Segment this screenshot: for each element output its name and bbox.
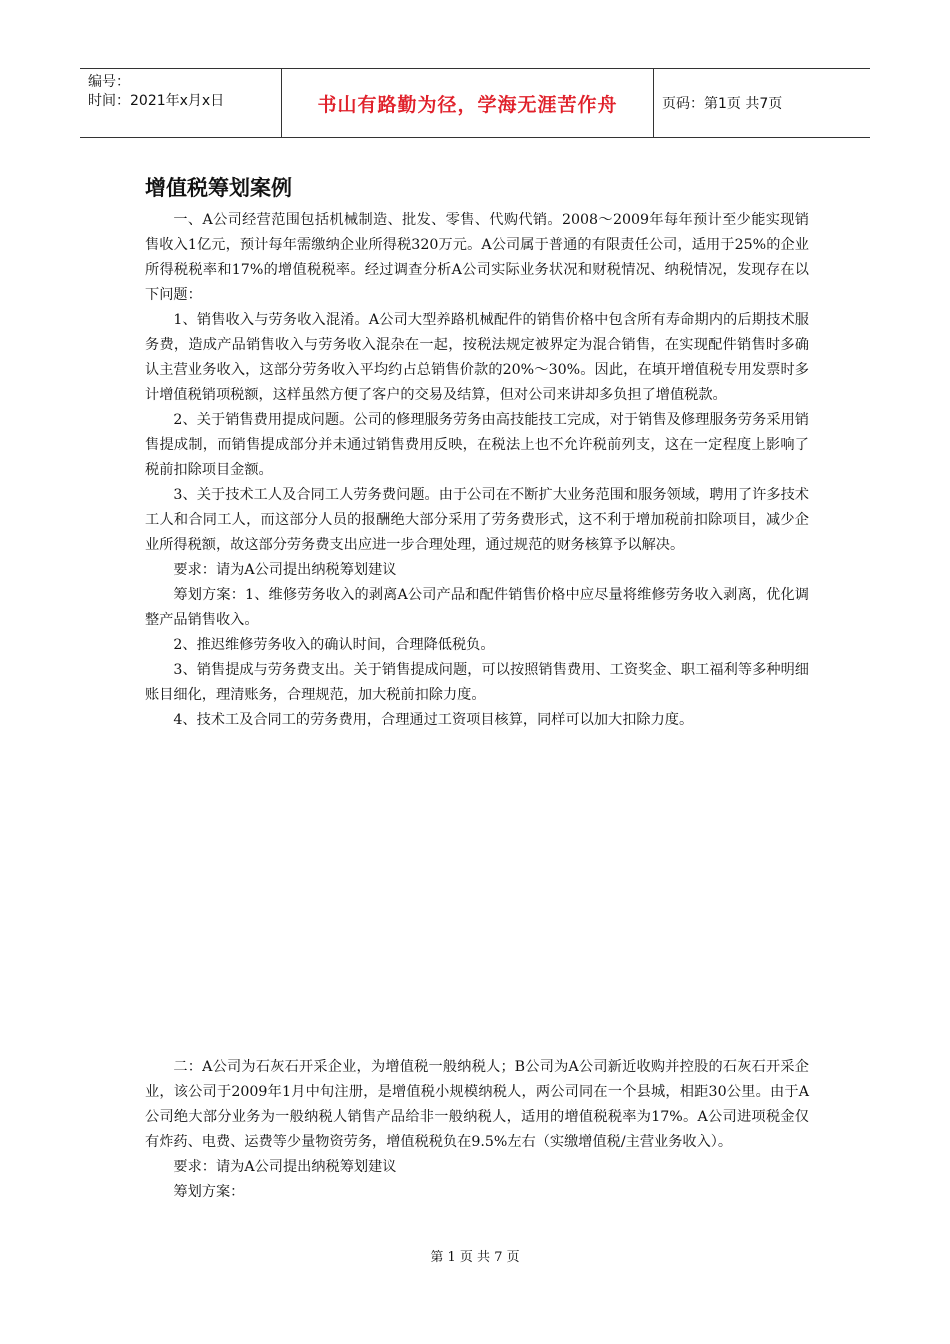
paragraph: 4、技术工及合同工的劳务费用，合理通过工资项目核算，同样可以加大扣除力度。 <box>173 712 694 728</box>
section-two <box>145 1055 809 1205</box>
paragraph: 1、销售收入与劳务收入混淆。A公司大型养路机械配件的销售价格中包含所有寿命期内的后期技术服务费，造成产品销售收入与劳务收入混杂在一起，按税法规定被界定为混合销售，在实现配件销售时多确认主营业务收入，这部分劳务收入平均约占总销售价款的20%～30%。因此，在填开增值税专用发票时多计增值税销项税额，这样虽然方便了客户的交易及结算，但对公司来讲却多负担了增值税款。 <box>145 312 809 403</box>
paragraph: 要求：请为A公司提出纳税筹划建议 <box>173 1159 397 1175</box>
paragraph: 二：A公司为石灰石开采企业，为增值税一般纳税人；B公司为A公司新近收购并控股的石灰石开采企业，该公司于2009年1月中旬注册，是增值税小规模纳税人，两公司同在一个县城，相距30公里。由于A公司绝大部分业务为一般纳税人销售产品给非一般纳税人，适用的增值税税率为17%。A公司进项税金仅有炸药、电费、运费等少量物资劳务，增值税税负在9.5%左右（实缴增值税/主营业务收入）。 <box>145 1059 809 1150</box>
page-footer: 第 1 页 共 7 页 <box>430 1250 520 1265</box>
paragraph: 筹划方案： <box>173 1184 245 1200</box>
paragraph: 2、推迟维修劳务收入的确认时间，合理降低税负。 <box>173 637 495 653</box>
section-one <box>145 208 809 733</box>
paragraph: 2、关于销售费用提成问题。公司的修理服务劳务由高技能技工完成，对于销售及修理服务劳务采用销售提成制，而销售提成部分并未通过销售费用反映，在税法上也不允许税前列支，这在一定程度上影响了税前扣除项目金额。 <box>145 412 809 478</box>
document-title: 增值税筹划案例 <box>145 176 292 200</box>
number-label: 编号： <box>88 74 130 90</box>
date-label: 时间：2021年x月x日 <box>88 93 225 109</box>
paragraph: 筹划方案：1、维修劳务收入的剥离A公司产品和配件销售价格中应尽量将维修劳务收入剥离，优化调整产品销售收入。 <box>145 587 809 628</box>
paragraph: 要求：请为A公司提出纳税筹划建议 <box>173 562 397 578</box>
page-header <box>80 68 870 138</box>
paragraph: 一、A公司经营范围包括机械制造、批发、零售、代购代销。2008～2009年每年预计至少能实现销售收入1亿元，预计每年需缴纳企业所得税320万元。A公司属于普通的有限责任公司，适用于25%的企业所得税税率和17%的增值税税率。经过调查分析A公司实际业务状况和财税情况、纳税情况，发现存在以下问题： <box>145 212 809 303</box>
paragraph: 3、关于技术工人及合同工人劳务费问题。由于公司在不断扩大业务范围和服务领域，聘用了许多技术工人和合同工人，而这部分人员的报酬绝大部分采用了劳务费形式，这不利于增加税前扣除项目，减少企业所得税额，故这部分劳务费支出应进一步合理处理，通过规范的财务核算予以解决。 <box>145 487 809 553</box>
header-page-info: 页码：第1页 共7页 <box>662 96 783 112</box>
paragraph: 3、销售提成与劳务费支出。关于销售提成问题，可以按照销售费用、工资奖金、职工福利等多种明细账目细化，理清账务，合理规范，加大税前扣除力度。 <box>145 662 809 703</box>
header-meta <box>80 69 282 137</box>
header-motto: 书山有路勤为径，学海无涯苦作舟 <box>282 69 654 137</box>
